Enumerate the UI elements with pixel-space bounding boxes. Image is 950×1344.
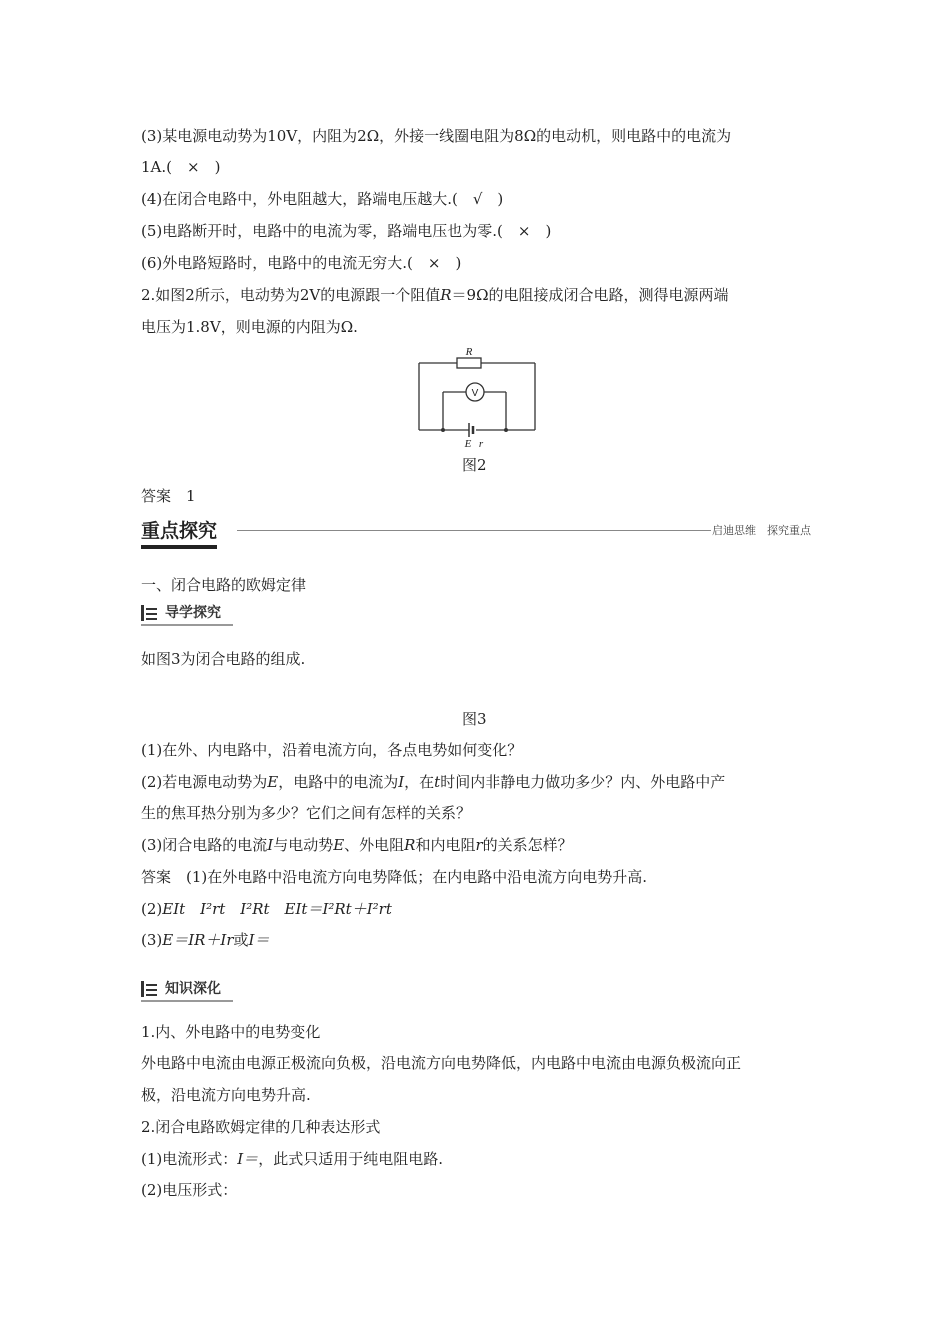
gq3-d: 和内电阻 — [415, 836, 476, 854]
label-v: V — [471, 388, 479, 399]
answer-guided-1: 答案 (1)在外电路中沿电流方向电势降低；在内电路中沿电流方向电势升高. — [141, 868, 648, 886]
figure-2-caption: 图2 — [462, 456, 487, 474]
gq2-a: (2)若电源电动势为 — [141, 773, 268, 791]
gq2-var-e: E — [267, 773, 279, 791]
junction-right — [504, 428, 508, 432]
gq3-b: 与电动势 — [273, 836, 334, 854]
figure-3-intro: 如图3为闭合电路的组成. — [141, 650, 306, 668]
knowledge-2-item-2: (2)电压形式： — [141, 1181, 238, 1199]
answer-1: 答案 1 — [141, 487, 196, 505]
junction-left — [441, 428, 445, 432]
a2-prefix: (2) — [141, 900, 163, 918]
subheader-label: 导学探究 — [165, 605, 221, 621]
q2-text-a: 2.如图2所示，电动势为2V的电源跟一个阻值 — [141, 286, 441, 304]
a2-expression: EIt I²rt I²Rt EIt＝I²Rt＋I²rt — [162, 900, 392, 918]
gq2-var-t: t — [434, 773, 441, 791]
a3-or: 或 — [233, 931, 249, 949]
question-2-line-1 — [141, 285, 729, 305]
k2-1-var: I＝ — [237, 1150, 259, 1168]
circuit-diagram-fig2 — [410, 346, 544, 450]
answer-guided-2 — [141, 899, 392, 919]
a3-expression: E＝IR＋Ir — [162, 931, 234, 949]
answer-guided-3 — [141, 930, 269, 950]
gq3-a: (3)闭合电路的电流 — [141, 836, 268, 854]
label-e: E — [464, 438, 472, 450]
a3-expression-2: I＝ — [248, 931, 270, 949]
part-1-title: 一、闭合电路的欧姆定律 — [141, 576, 307, 594]
gq2-var-i: I — [398, 773, 405, 791]
item-4: (4)在闭合电路中，外电阻越大，路端电压越大.( √ ) — [141, 190, 504, 208]
section-header — [141, 518, 811, 548]
list-icon — [141, 605, 157, 621]
label-r: R — [465, 346, 473, 358]
gq2-d: 时间内非静电力做功多少？内、外电路中产 — [440, 773, 726, 791]
k2-1-a: (1)电流形式： — [141, 1150, 238, 1168]
section-title: 重点探究 — [141, 518, 217, 549]
item-6: (6)外电路短路时，电路中的电流无穷大.( × ) — [141, 254, 462, 272]
subheader-knowledge-deepening — [141, 977, 233, 1001]
gq2-b: ，电路中的电流为 — [278, 773, 399, 791]
item-5: (5)电路断开时，电路中的电流为零，路端电压也为零.( × ) — [141, 222, 552, 240]
q2-var-r: R — [440, 286, 452, 304]
section-divider — [237, 530, 711, 531]
gq3-var-r: R — [404, 836, 416, 854]
guided-question-1: (1)在外、内电路中，沿着电流方向，各点电势如何变化？ — [141, 741, 523, 759]
guided-question-2-line-1 — [141, 772, 725, 792]
gq3-c: 、外电阻 — [344, 836, 405, 854]
k2-1-b: ，此式只适用于纯电阻电路. — [258, 1150, 443, 1168]
subheader-label: 知识深化 — [165, 981, 221, 997]
label-internal-r: r — [478, 438, 484, 450]
knowledge-1-line-1: 外电路中电流由电源正极流向负极，沿电流方向电势降低，内电路中电流由电源负极流向正 — [141, 1054, 742, 1072]
figure-3-caption: 图3 — [462, 710, 487, 728]
resistor-r — [457, 358, 481, 368]
knowledge-1-line-2: 极，沿电流方向电势升高. — [141, 1086, 311, 1104]
knowledge-1-title: 1.内、外电路中的电势变化 — [141, 1023, 321, 1041]
knowledge-2-title: 2.闭合电路欧姆定律的几种表达形式 — [141, 1118, 381, 1136]
item-3-line-2: 1A.( × ) — [141, 158, 221, 176]
gq2-c: ，在 — [404, 773, 435, 791]
knowledge-2-item-1 — [141, 1149, 443, 1169]
section-tag: 启迪思维 探究重点 — [712, 524, 811, 537]
q2-text-b: ＝9Ω的电阻接成闭合电路，测得电源两端 — [451, 286, 729, 304]
subheader-underline — [141, 624, 233, 626]
gq3-var-i: I — [267, 836, 274, 854]
gq3-e: 的关系怎样？ — [482, 836, 573, 854]
gq3-var-small-r: r — [475, 836, 483, 854]
subheader-underline — [141, 1000, 233, 1002]
guided-question-3 — [141, 835, 573, 855]
guided-question-2-line-2: 生的焦耳热分别为多少？它们之间有怎样的关系？ — [141, 804, 472, 822]
gq3-var-e: E — [333, 836, 345, 854]
item-3-line-1: (3)某电源电动势为10V，内阻为2Ω，外接一线圈电阻为8Ω的电动机，则电路中的电流为 — [141, 127, 732, 145]
a3-prefix: (3) — [141, 931, 163, 949]
question-2-line-2: 电压为1.8V，则电源的内阻为Ω. — [141, 318, 358, 336]
subheader-guided-inquiry — [141, 601, 233, 625]
list-icon — [141, 981, 157, 997]
